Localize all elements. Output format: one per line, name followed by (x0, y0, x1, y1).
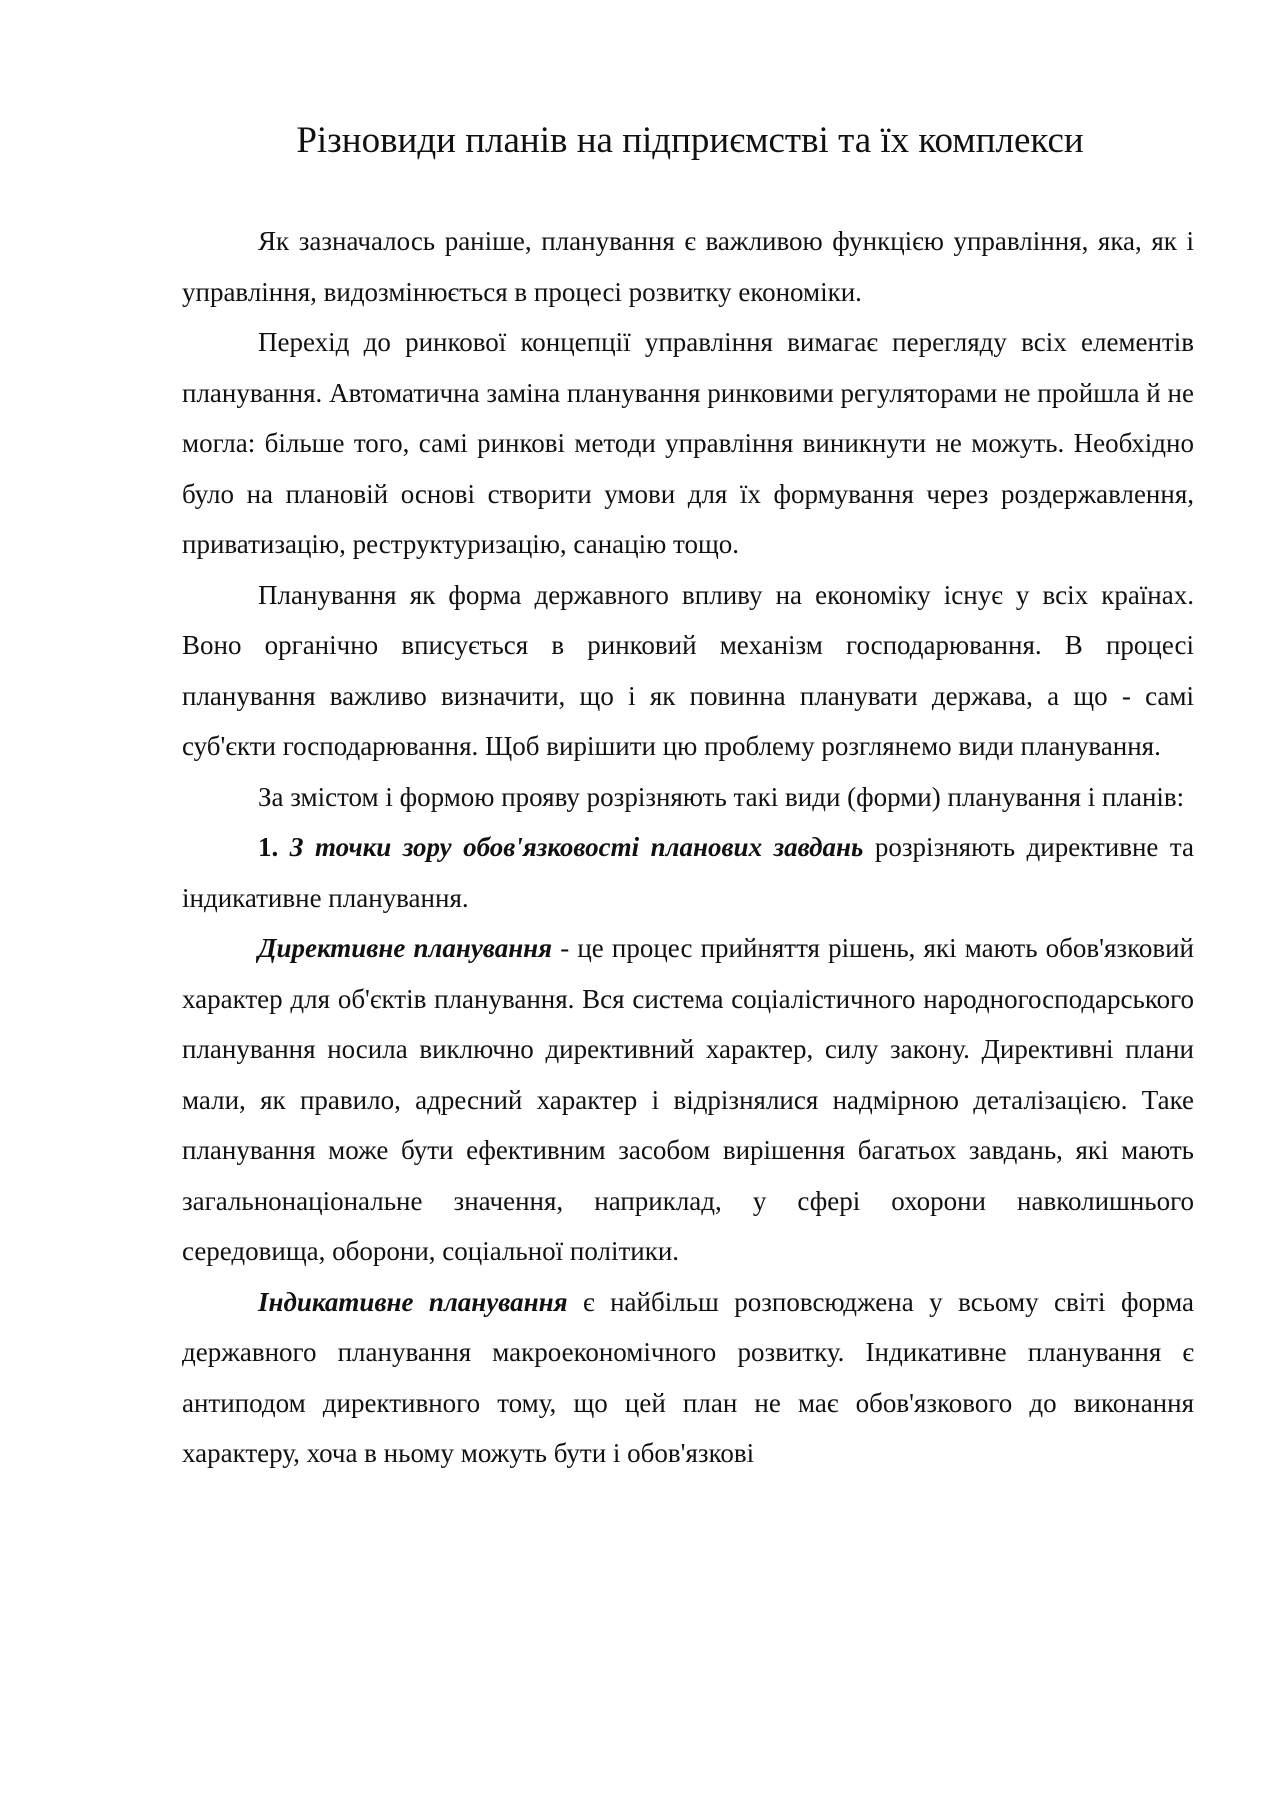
paragraph-intro (182, 216, 1194, 317)
document-title: Різновиди планів на підприємстві та їх комплекси (296, 120, 1084, 161)
paragraph-text: є найбільш розповсюджена у всьому світі форма державного планування макроекономічного розвитку. Індикативне планування є антиподом директивного тому, що цей план не має обов'язкового до виконання характеру, хоча в ньому можуть бути і обов'язкові (182, 1286, 1194, 1468)
paragraph-types-intro (182, 772, 1194, 823)
term-heading: Директивне планування (258, 933, 553, 963)
paragraph-text: Як зазначалось раніше, планування є важливою функцією управління, яка, як і управління, видозмінюється в процесі розвитку економіки. (182, 226, 1194, 307)
term-heading: Індикативне планування (258, 1286, 568, 1317)
paragraph-indicative-planning (182, 1277, 1194, 1479)
document-body (182, 216, 1194, 1479)
paragraph-state-planning (182, 570, 1194, 772)
paragraph-text: Планування як форма державного впливу на економіку існує у всіх країнах. Воно органічно вписується в ринковий механізм господарювання. В процесі планування важливо визначити, що і як повинна планувати держава, а що - самі суб'єкти господарювання. Щоб вирішити цю проблему розглянемо види планування. (182, 579, 1194, 761)
paragraph-list-item-1 (182, 822, 1194, 923)
list-number: 1. (258, 832, 279, 862)
paragraph-text: Перехід до ринкової концепції управління вимагає перегляду всіх елементів планування. Автоматична заміна планування ринковими регуляторами не пройшла й не могла: більше того, самі ринкові методи управління виникнути не можуть. Необхідно було на плановій основі створити умови для їх формування через роздержавлення, приватизацію, реструктуризацію, санацію тощо. (182, 327, 1194, 559)
list-item-heading: З точки зору обов'язковості планових завдань (289, 832, 864, 862)
paragraph-text: - це процес прийняття рішень, які мають обов'язковий характер для об'єктів планування. Вся система соціалістичного народногосподарського планування носила виключно директивний характер, силу закону. Директивні плани мали, як правило, адресний характер і відрізнялися надмірною деталізацією. Таке планування може бути ефективним засобом вирішення багатьох завдань, які мають загальнонаціональне значення, наприклад, у сфері охорони навколишнього середовища, оборони, соціальної політики. (182, 933, 1194, 1266)
paragraph-text: За змістом і формою прояву розрізняють такі види (форми) планування і планів: (258, 781, 1185, 812)
paragraph-market-transition (182, 317, 1194, 570)
paragraph-text: розрізняють директивне та індикативне планування. (182, 832, 1195, 913)
paragraph-directive-planning (182, 923, 1194, 1277)
